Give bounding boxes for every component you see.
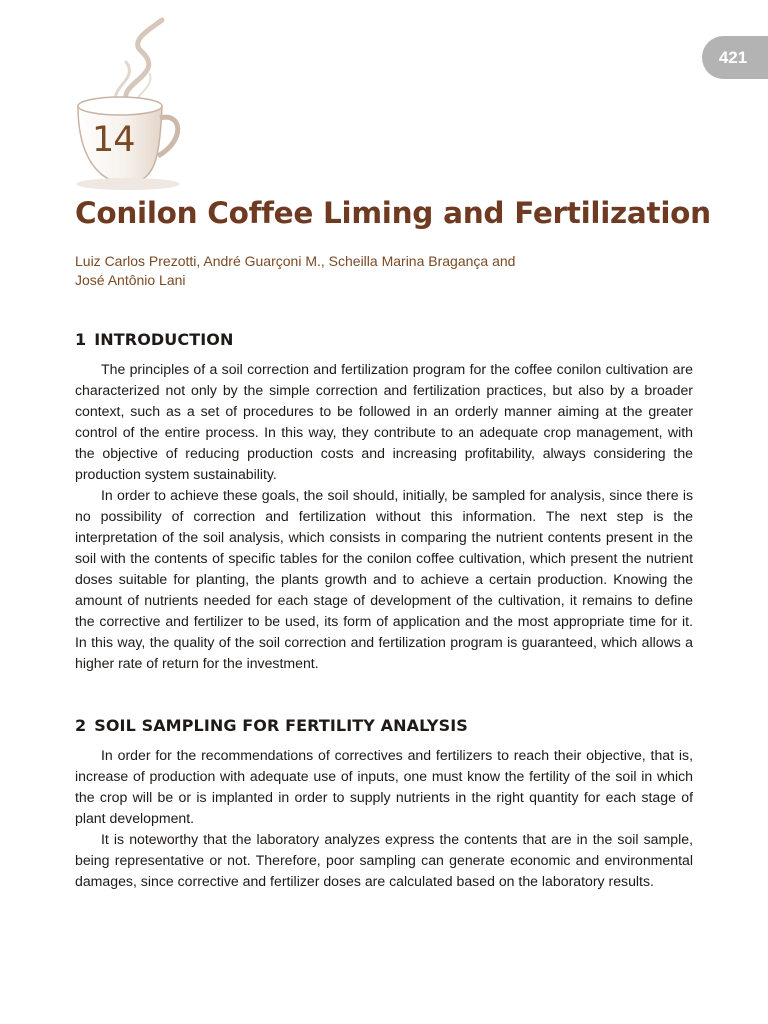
chapter-authors <box>75 252 595 290</box>
section-heading-soil-sampling <box>75 716 468 735</box>
paragraph: It is noteworthy that the laboratory analyzes express the contents that are in the soil sample, being representative or not. Therefore, poor sampling can generate economic and environmental damages, since corrective and fertilizer doses are calculated based on the laboratory results. <box>75 831 693 889</box>
section-body-introduction <box>75 359 693 674</box>
chapter-number: 14 <box>92 120 135 160</box>
section-heading-introduction <box>75 330 234 349</box>
paragraph: The principles of a soil correction and fertilization program for the coffee conilon cultivation are characterized not only by the simple correction and fertilization practices, but also by a broader context, such as a set of procedures to be followed in an orderly manner aiming at the greater control of the entire process. In this way, they contribute to an adequate crop management, with the objective of reducing production costs and increasing profitability, always considering the production system sustainability. <box>75 361 693 482</box>
coffee-cup-icon <box>70 14 200 192</box>
authors-line-2: José Antônio Lani <box>75 272 186 288</box>
authors-line-1: Luiz Carlos Prezotti, André Guarçoni M., Scheilla Marina Bragança and <box>75 253 516 269</box>
page-number: 421 <box>702 36 768 79</box>
paragraph: In order to achieve these goals, the soil should, initially, be sampled for analysis, since there is no possibility of correction and fertilization without this information. The next step is the interpretation of the soil analysis, which consists in comparing the nutrient contents present in the soil with the contents of specific tables for the conilon coffee cultivation, which present the nutrient doses suitable for planting, the plants growth and to achieve a certain production. Knowing the amount of nutrients needed for each stage of development of the cultivation, it remains to define the corrective and fertilizer to be used, its form of application and the most appropriate time for it. In this way, the quality of the soil correction and fertilization program is guaranteed, which allows a higher rate of return for the investment. <box>75 487 693 671</box>
section-body-soil-sampling <box>75 745 693 892</box>
chapter-title: Conilon Coffee Liming and Fertilization <box>75 196 711 230</box>
section-heading-text: INTRODUCTION <box>94 330 234 349</box>
paragraph: In order for the recommendations of correctives and fertilizers to reach their objective, that is, increase of production with adequate use of inputs, one must know the fertility of the soil in which the crop will be or is implanted in order to supply nutrients in the right quantity for each stage of plant development. <box>75 747 693 826</box>
section-heading-text: SOIL SAMPLING FOR FERTILITY ANALYSIS <box>94 716 468 735</box>
section-number: 2 <box>75 716 87 735</box>
section-number: 1 <box>75 330 87 349</box>
